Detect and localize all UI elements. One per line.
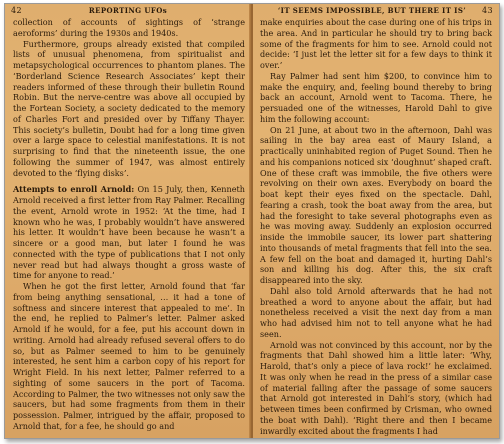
left-page-number: 42 [11, 6, 22, 15]
left-paragraph-2: Furthermore, groups already existed that compiled lists of unusual phenomena, from spiritualist and metapsychological occurrences to phantom planes. The ‘Borderland Science Research Associates’ kept their readers informed of these through their bulletin Round Robin. But the nerve-centre was above all occupied by the Fortean Society, a society dedicated to the memory of Charles Fort and presided over by Tiffany Thayer. This society’s bulletin, Doubt had for a long time given over a large space to celestial manifestations. It is not surprising to find that the nineteenth issue, the one following the summer of 1947, was almost entirely devoted to the ‘flying disks’. [13, 38, 245, 178]
right-page-header [253, 5, 499, 17]
right-page-body [260, 17, 492, 436]
left-page [5, 4, 251, 438]
subhead-paragraph-text: On 15 July, then, Kenneth Arnold received a first letter from Ray Palmer. Recalling the event, Arnold wrote in 1952: ‘At the time, had I known who he was, I probably wouldn’t have answered his letter. It wouldn’t have been because he wasn’t a sincere or a good man, but later I found he was connected with the type of publications that I not only never read but had always thought a gross waste of time for anyone to read.’ [13, 184, 245, 281]
right-page-number: 43 [482, 6, 493, 15]
left-subhead-paragraph [13, 184, 245, 281]
left-page-header [5, 5, 251, 17]
right-page [253, 4, 499, 438]
book-spread [4, 3, 500, 439]
right-paragraph-3: On 21 June, at about two in the afternoon, Dahl was sailing in the bay area east of Maury Island, a practically uninhabited region of Puget Sound. Then he and his companions noticed six ‘doughnut’ shaped craft. One of these craft was immobile, the five others were revolving on their own axes. Everybody on board the boat kept their eyes fixed on the spectacle. Dahl, fearing a crash, took the boat away from the area, but had the foresight to take several photographs even as he was moving away. Suddenly an explosion occurred inside the immobile saucer, its lower part shattering into thousands of metal fragments that fell into the sea. A few fell on the boat and damaged it, hurting Dahl’s son and killing his dog. After this, the six craft disappeared into the sky. [260, 124, 492, 285]
right-paragraph-4: Dahl also told Arnold afterwards that he had not breathed a word to anyone about the affair, but had nonetheless received a visit the next day from a man who had advised him not to tell anyone what he had seen. [260, 285, 492, 339]
right-paragraph-5: Arnold was not convinced by this account, nor by the fragments that Dahl showed him a little later: ‘Why, Harold, that’s only a piece of lava rock!’ he exclaimed. It was only when he read in the press of a similar case of material falling after the passage of some saucers that Arnold got interested in Dahl’s story, (which had between times been confirmed by Crisman, who owned the boat with Dahl). ‘Right there and then I became inwardly excited about the fragments I had [260, 339, 492, 436]
left-running-head: REPORTING UFOs [88, 6, 168, 15]
right-paragraph-2: Ray Palmer had sent him $200, to convince him to make the enquiry, and, feeling bound thereby to bring back an account, Arnold went to Tacoma. There, he persuaded one of the witnesses, Harold Dahl to give him the following account: [260, 70, 492, 124]
right-paragraph-1: make enquiries about the case during one of his trips in the area. And in particular he should try to bring back some of the fragments for him to see. Arnold could not decide: ‘I just let the letter sit for a few days to think it over.’ [260, 17, 492, 70]
left-paragraph-1: collection of accounts of sightings of ‘strange aeroforms’ during the 1930s and 1940s. [13, 17, 245, 38]
left-paragraph-3: When he got the first letter, Arnold found that ‘far from being anything sensational, … it had a tone of softness and sincere interest that appealed to me’. In the end, he replied to Palmer’s letter. Palmer asked Arnold if he would, for a fee, put his account down in writing. Arnold had already refused several offers to do so, but as Palmer seemed to him to be genuinely interested, he sent him a carbon copy of his report for Wright Field. In his next letter, Palmer referred to a sighting of some saucers in the port of Tacoma. According to Palmer, the two witnesses not only saw the saucers, but had some fragments from them in their possession. Palmer, intrigued by the affair, proposed to Arnold that, for a fee, he should go and [13, 281, 245, 431]
right-running-head: ‘IT SEEMS IMPOSSIBLE, BUT THERE IT IS’ [277, 6, 467, 15]
left-page-body [13, 17, 245, 432]
section-subheading: Attempts to enroll Arnold: [13, 184, 135, 195]
